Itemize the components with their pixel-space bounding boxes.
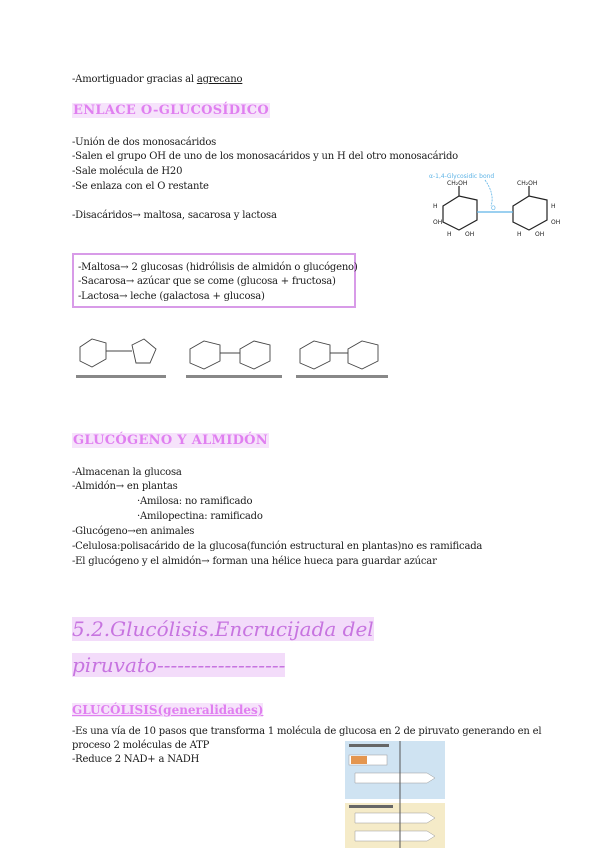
- section-heading-glucogeno-text: GLUCÓGENO Y ALMIDÓN: [73, 433, 268, 448]
- section-heading-enlace-text: ENLACE O-GLUCOSÍDICO: [73, 103, 270, 118]
- svg-text:H: H: [551, 203, 556, 210]
- bullet-line: -El glucógeno y el almidón→ forman una hélice hueca para guardar azúcar: [72, 556, 437, 567]
- chapter-title-line1-text: 5.2.Glucólisis.Encrucijada del: [72, 617, 374, 641]
- bullet-line: -Salen el grupo OH de uno de los monosacáridos y un H del otro monosacárido: [72, 151, 459, 162]
- glycosidic-bond-label: α-1,4-Glycosidic bond: [429, 173, 495, 180]
- chapter-title-line2-text: piruvato-------------------: [72, 653, 286, 677]
- bullet-line: -Se enlaza con el O restante: [72, 181, 209, 192]
- chapter-title-line2: [72, 653, 285, 677]
- bullet-line: -Reduce 2 NAD+ a NADH: [72, 754, 200, 765]
- top-line-prefix: -Amortiguador gracias al: [72, 74, 197, 85]
- svg-text:OH: OH: [433, 219, 443, 226]
- bullet-line: -Celulosa:polisacárido de la glucosa(función estructural en plantas)no es ramificada: [72, 541, 483, 552]
- section-heading-enlace: [72, 103, 270, 118]
- bullet-line: proceso 2 moléculas de ATP: [72, 740, 210, 751]
- bullet-line: -Glucógeno→en animales: [72, 526, 195, 537]
- glycosidic-bond-diagram: [425, 168, 575, 246]
- svg-text:H: H: [517, 231, 522, 238]
- bullet-line: -Almidón→ en plantas: [72, 481, 178, 492]
- bullet-line: -Sale molécula de H20: [72, 166, 183, 177]
- box-line: -Sacarosa→ azúcar que se come (glucosa + fructosa): [78, 276, 336, 287]
- svg-text:H: H: [447, 231, 452, 238]
- svg-text:OH: OH: [535, 231, 545, 238]
- top-line: [72, 73, 242, 86]
- bullet-line-indented: ·Amilopectina: ramificado: [137, 511, 263, 522]
- chapter-title-line1: [72, 617, 374, 641]
- maltose-structure-image: [292, 325, 392, 383]
- bullet-line: -Unión de dos monosacáridos: [72, 137, 217, 148]
- svg-text:O: O: [491, 205, 496, 212]
- section-heading-glucogeno: [72, 433, 269, 448]
- bullet-line: -Es una vía de 10 pasos que transforma 1 molécula de glucosa en 2 de piruvato generando en el: [72, 726, 542, 737]
- svg-text:CH₂OH: CH₂OH: [447, 180, 468, 187]
- top-line-underlined: agrecano: [196, 74, 243, 85]
- glycolysis-diagram-image: [345, 741, 445, 848]
- svg-text:OH: OH: [465, 231, 475, 238]
- box-line: -Maltosa→ 2 glucosas (hidrólisis de almidón o glucógeno): [78, 262, 358, 273]
- subsection-heading-glucolisis-text: GLUCÓLISIS(generalidades): [72, 703, 264, 717]
- bullet-line-indented: ·Amilosa: no ramificado: [137, 496, 253, 507]
- sucrose-structure-image: [72, 325, 172, 383]
- subsection-heading-glucolisis: [72, 703, 263, 717]
- bullet-line: -Almacenan la glucosa: [72, 467, 182, 478]
- box-line: -Lactosa→ leche (galactosa + glucosa): [78, 291, 265, 302]
- svg-text:OH: OH: [551, 219, 561, 226]
- lactose-structure-image: [182, 325, 287, 383]
- bullet-line: -Disacáridos→ maltosa, sacarosa y lactosa: [72, 210, 277, 221]
- svg-text:H: H: [433, 203, 438, 210]
- svg-text:CH₂OH: CH₂OH: [517, 180, 538, 187]
